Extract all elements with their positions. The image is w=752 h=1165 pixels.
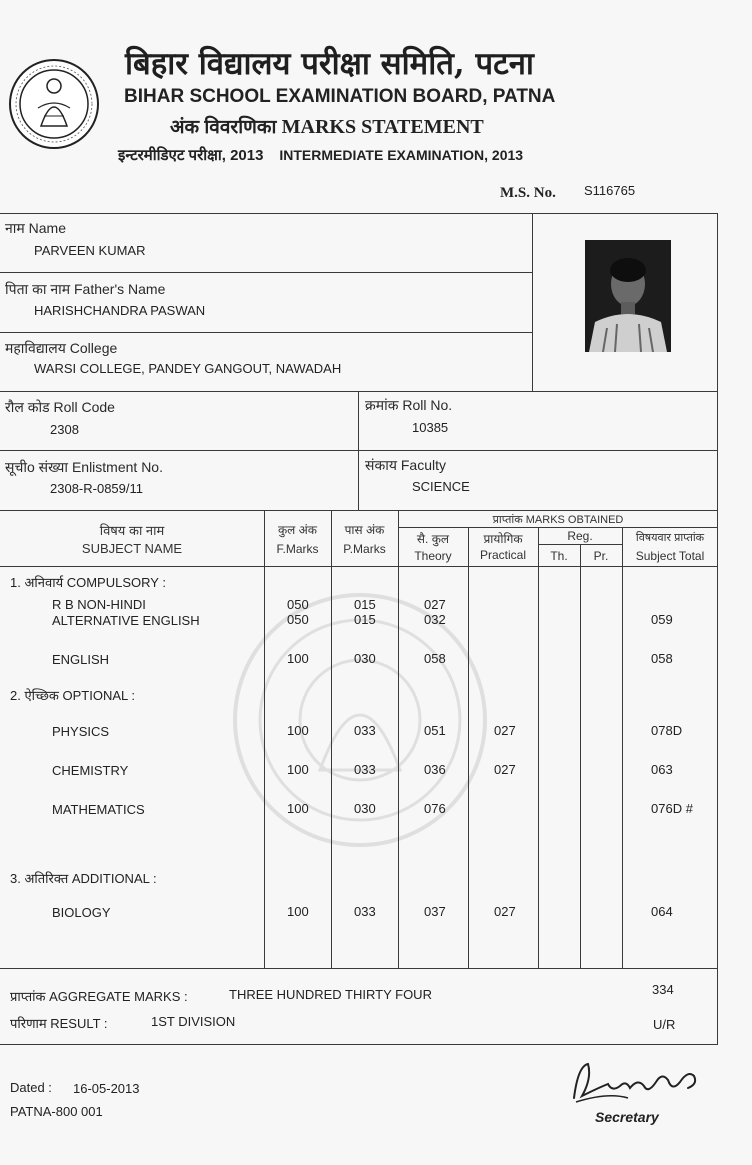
- ms-no-label: M.S. No.: [500, 185, 556, 201]
- roll-code: 2308: [50, 422, 79, 437]
- divider: [0, 510, 718, 511]
- statement-title: [170, 113, 484, 139]
- divider: [264, 510, 265, 968]
- student-name: PARVEEN KUMAR: [34, 243, 146, 258]
- subject-total-header-english: Subject Total: [635, 549, 705, 563]
- subject-fmarks: 100: [287, 762, 309, 777]
- faculty-label: संकाय Faculty: [365, 457, 446, 473]
- subject-pmarks: 033: [354, 904, 376, 919]
- subject-fmarks: 050: [287, 612, 309, 627]
- secretary-label: Secretary: [595, 1109, 659, 1125]
- divider: [622, 527, 623, 968]
- subject-theory: 037: [424, 904, 446, 919]
- reg-header: Reg.: [567, 529, 593, 543]
- subject-fmarks: 100: [287, 651, 309, 666]
- theory-header-english: Theory: [414, 549, 452, 563]
- fmarks-header-english: F.Marks: [276, 542, 319, 556]
- fmarks-header-hindi: कुल अंक: [277, 523, 318, 537]
- subject-name: ENGLISH: [52, 652, 110, 667]
- statement-title-english: MARKS STATEMENT: [281, 116, 484, 138]
- divider: [468, 527, 469, 968]
- place: PATNA-800 001: [10, 1104, 103, 1119]
- divider: [538, 527, 539, 968]
- divider: [532, 213, 533, 392]
- subject-name: CHEMISTRY: [52, 763, 129, 778]
- result-value: 1ST DIVISION: [151, 1014, 236, 1029]
- subject-theory: 051: [424, 723, 446, 738]
- student-photo-image: [585, 240, 671, 352]
- theory-header-hindi: सै. कुल: [416, 532, 450, 546]
- subject-total: 063: [651, 762, 673, 777]
- subject-total: 076D #: [651, 801, 693, 816]
- pmarks-header-hindi: पास अंक: [344, 523, 385, 537]
- subject-total: 059: [651, 612, 673, 627]
- subject-practical: 027: [494, 723, 516, 738]
- divider: [0, 566, 718, 567]
- section-compulsory: 1. अनिवार्य COMPULSORY :: [10, 575, 166, 590]
- father-name-label: पिता का नाम Father's Name: [5, 281, 166, 297]
- student-photo: [585, 240, 671, 352]
- subject-theory: 036: [424, 762, 446, 777]
- divider: [0, 272, 532, 273]
- roll-code-label: रौल कोड Roll Code: [5, 399, 115, 415]
- ms-no-value: S116765: [584, 183, 636, 198]
- result-code: U/R: [653, 1017, 676, 1032]
- subject-theory: 058: [424, 651, 446, 666]
- subject-fmarks: 100: [287, 723, 309, 738]
- subject-practical: 027: [494, 762, 516, 777]
- divider: [358, 391, 359, 511]
- subject-total: 078D: [651, 723, 683, 738]
- reg-th-header: Th.: [550, 549, 568, 563]
- faculty: SCIENCE: [412, 479, 470, 494]
- divider: [0, 968, 718, 969]
- enlistment-label: सूचीo संख्या Enlistment No.: [5, 459, 163, 475]
- dated-value: 16-05-2013: [73, 1081, 140, 1096]
- board-title-hindi: बिहार विद्यालय परीक्षा समिति, पटना: [125, 46, 534, 82]
- practical-header-english: Practical: [479, 548, 526, 562]
- subject-pmarks: 033: [354, 762, 376, 777]
- subject-total: 064: [651, 904, 673, 919]
- subject-fmarks: 100: [287, 904, 309, 919]
- father-name: HARISHCHANDRA PASWAN: [34, 303, 206, 318]
- divider: [0, 332, 532, 333]
- roll-no-label: क्रमांक Roll No.: [365, 397, 453, 413]
- result-label: परिणाम RESULT :: [10, 1016, 108, 1031]
- aggregate-label: प्राप्तांक AGGREGATE MARKS :: [10, 989, 188, 1004]
- roll-no: 10385: [412, 420, 449, 435]
- aggregate-words: THREE HUNDRED THIRTY FOUR: [229, 987, 432, 1002]
- subject-pmarks: 015: [354, 597, 376, 612]
- subject-name: PHYSICS: [52, 724, 110, 739]
- divider: [0, 450, 718, 451]
- marks-obtained-header: प्राप्तांक MARKS OBTAINED: [492, 514, 624, 526]
- name-label: नाम Name: [5, 220, 67, 236]
- subject-pmarks: 033: [354, 723, 376, 738]
- aggregate-value: 334: [652, 982, 674, 997]
- subject-name: BIOLOGY: [52, 905, 111, 920]
- college-name: WARSI COLLEGE, PANDEY GANGOUT, NAWADAH: [34, 361, 342, 376]
- subject-pmarks: 030: [354, 651, 376, 666]
- subject-fmarks: 050: [287, 597, 309, 612]
- subject-name: MATHEMATICS: [52, 802, 145, 817]
- subject-name: R B NON-HINDI: [52, 597, 146, 612]
- dated-label: Dated :: [10, 1080, 52, 1095]
- section-optional: 2. ऐच्छिक OPTIONAL :: [10, 688, 135, 703]
- college-label: महाविद्यालय College: [5, 340, 118, 356]
- divider: [398, 527, 718, 528]
- pmarks-header-english: P.Marks: [343, 542, 386, 556]
- subject-pmarks: 015: [354, 612, 376, 627]
- reg-pr-header: Pr.: [593, 549, 609, 563]
- subject-header-english: SUBJECT NAME: [81, 541, 183, 556]
- divider: [0, 391, 718, 392]
- section-additional: 3. अतिरिक्त ADDITIONAL :: [10, 871, 157, 886]
- subject-fmarks: 100: [287, 801, 309, 816]
- enlistment-no: 2308-R-0859/11: [50, 481, 143, 496]
- divider: [0, 1044, 718, 1045]
- subject-theory: 032: [424, 612, 446, 627]
- subject-theory: 027: [424, 597, 446, 612]
- exam-title-english: INTERMEDIATE EXAMINATION, 2013: [279, 147, 524, 163]
- subject-total: 058: [651, 651, 673, 666]
- divider: [580, 544, 581, 968]
- divider: [717, 213, 718, 1045]
- subject-name: ALTERNATIVE ENGLISH: [52, 613, 200, 628]
- subject-total-header-hindi: विषयवार प्राप्तांक: [635, 532, 705, 544]
- board-title-english: BIHAR SCHOOL EXAMINATION BOARD, PATNA: [124, 86, 556, 107]
- subject-theory: 076: [424, 801, 446, 816]
- exam-title-hindi: इन्टरमीडिएट परीक्षा, 2013: [118, 147, 264, 164]
- subject-pmarks: 030: [354, 801, 376, 816]
- divider: [398, 510, 399, 968]
- exam-title: [118, 145, 523, 165]
- subject-header-hindi: विषय का नाम: [99, 523, 165, 538]
- statement-title-hindi: अंक विवरणिका: [170, 117, 277, 138]
- practical-header-hindi: प्रायोगिक: [483, 532, 523, 546]
- divider: [331, 510, 332, 968]
- board-seal-icon: [8, 58, 100, 150]
- divider: [0, 213, 718, 214]
- secretary-signature: [568, 1058, 708, 1108]
- subject-practical: 027: [494, 904, 516, 919]
